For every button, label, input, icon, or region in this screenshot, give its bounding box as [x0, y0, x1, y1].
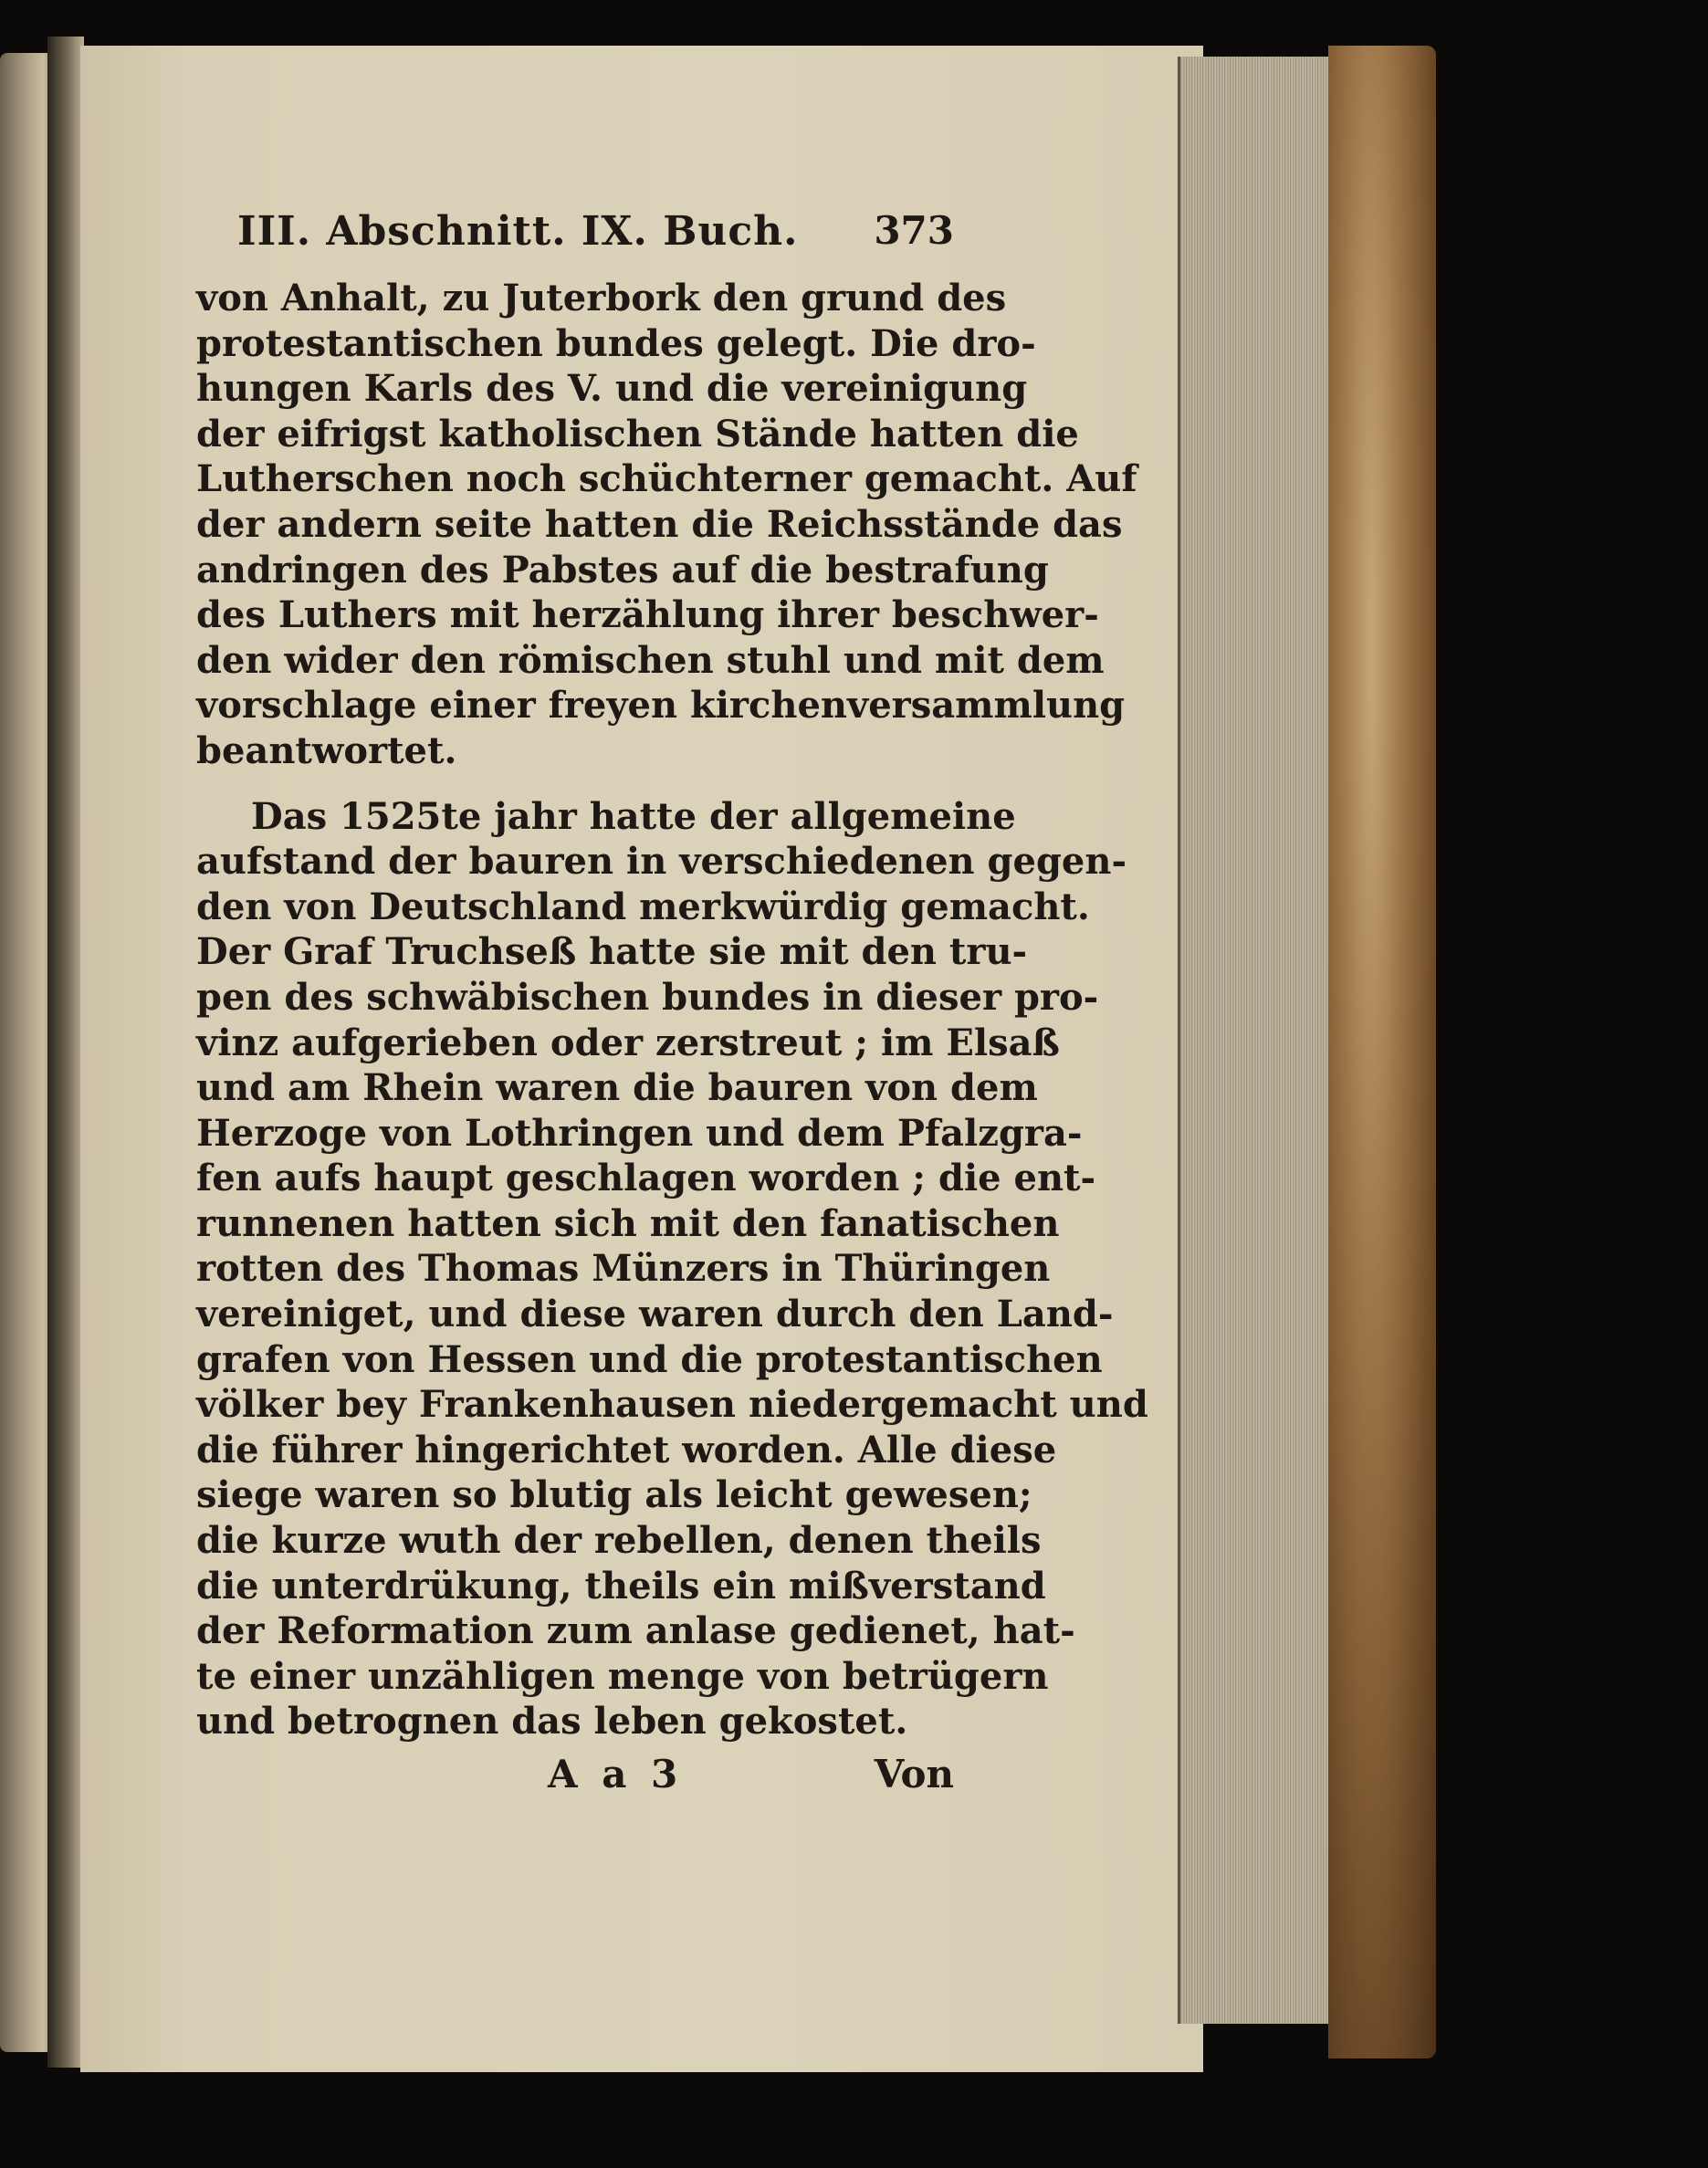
signature-mark: A a 3	[548, 1752, 684, 1796]
catchword: Von	[874, 1752, 954, 1796]
text-line: vorschlage einer freyen kirchenversammlung	[196, 684, 1126, 728]
text-line: pen des schwäbischen bundes in dieser pro-	[196, 975, 1099, 1019]
paragraph-1	[196, 276, 1137, 774]
text-line: Der Graf Truchseß hatte sie mit den tru-	[196, 930, 1028, 974]
text-line: rotten des Thomas Münzers in Thüringen	[196, 1247, 1051, 1291]
text-line: Das 1525te jahr hatte der allgemeine	[251, 794, 1016, 838]
text-line: hungen Karls des V. und die vereinigung	[196, 367, 1028, 411]
text-line: fen aufs haupt geschlagen worden ; die ent-	[196, 1157, 1096, 1200]
text-line: te einer unzähligen menge von betrügern	[196, 1654, 1049, 1698]
text-line: völker bey Frankenhausen niedergemacht und	[196, 1383, 1148, 1427]
page-number: 373	[874, 208, 954, 253]
text-line: Herzoge von Lothringen und dem Pfalzgra-	[196, 1111, 1083, 1155]
text-line: die kurze wuth der rebellen, denen theils	[196, 1519, 1042, 1563]
page-footer	[196, 1752, 954, 1807]
text-line: grafen von Hessen und die protestantischen	[196, 1337, 1103, 1381]
text-block	[196, 203, 1148, 1807]
text-line: der andern seite hatten die Reichsstände das	[196, 502, 1123, 546]
text-line: den von Deutschland merkwürdig gemacht.	[196, 885, 1090, 928]
text-line: von Anhalt, zu Juterbork den grund des	[196, 277, 1007, 319]
text-line: protestantischen bundes gelegt. Die dro-	[196, 321, 1036, 365]
text-line: die führer hingerichtet worden. Alle diese	[196, 1428, 1057, 1472]
running-head	[196, 203, 954, 276]
leather-cover	[1328, 46, 1436, 2058]
text-line: siege waren so blutig als leicht gewesen;	[196, 1473, 1032, 1517]
text-line: beantwortet.	[196, 728, 457, 772]
text-line: aufstand der bauren in verschiedenen gegen-	[196, 840, 1127, 884]
text-line: den wider den römischen stuhl und mit dem	[196, 638, 1105, 682]
text-line: des Luthers mit herzählung ihrer beschwer-	[196, 593, 1099, 637]
fore-edge-pages	[1178, 57, 1337, 2024]
paragraph-2	[196, 794, 1148, 1744]
text-line: die unterdrükung, theils ein mißverstand	[196, 1564, 1046, 1608]
text-line: andringen des Pabstes auf die bestrafung	[196, 548, 1049, 592]
text-line: und betrognen das leben gekostet.	[196, 1700, 908, 1744]
text-line: und am Rhein waren die bauren von dem	[196, 1066, 1038, 1110]
left-page-edge	[0, 53, 55, 2052]
book-gutter	[47, 37, 84, 2068]
text-line: der Reformation zum anlase gedienet, hat-	[196, 1609, 1075, 1653]
running-head-title: III. Abschnitt. IX. Buch.	[237, 208, 799, 255]
text-line: Lutherschen noch schüchterner gemacht. Auf	[196, 457, 1137, 501]
text-line: runnenen hatten sich mit den fanatischen	[196, 1201, 1060, 1245]
text-line: vinz aufgerieben oder zerstreut ; im Elsaß	[196, 1021, 1060, 1064]
text-line: vereiniget, und diese waren durch den Land-	[196, 1293, 1114, 1336]
text-line: der eifrigst katholischen Stände hatten die	[196, 412, 1079, 456]
